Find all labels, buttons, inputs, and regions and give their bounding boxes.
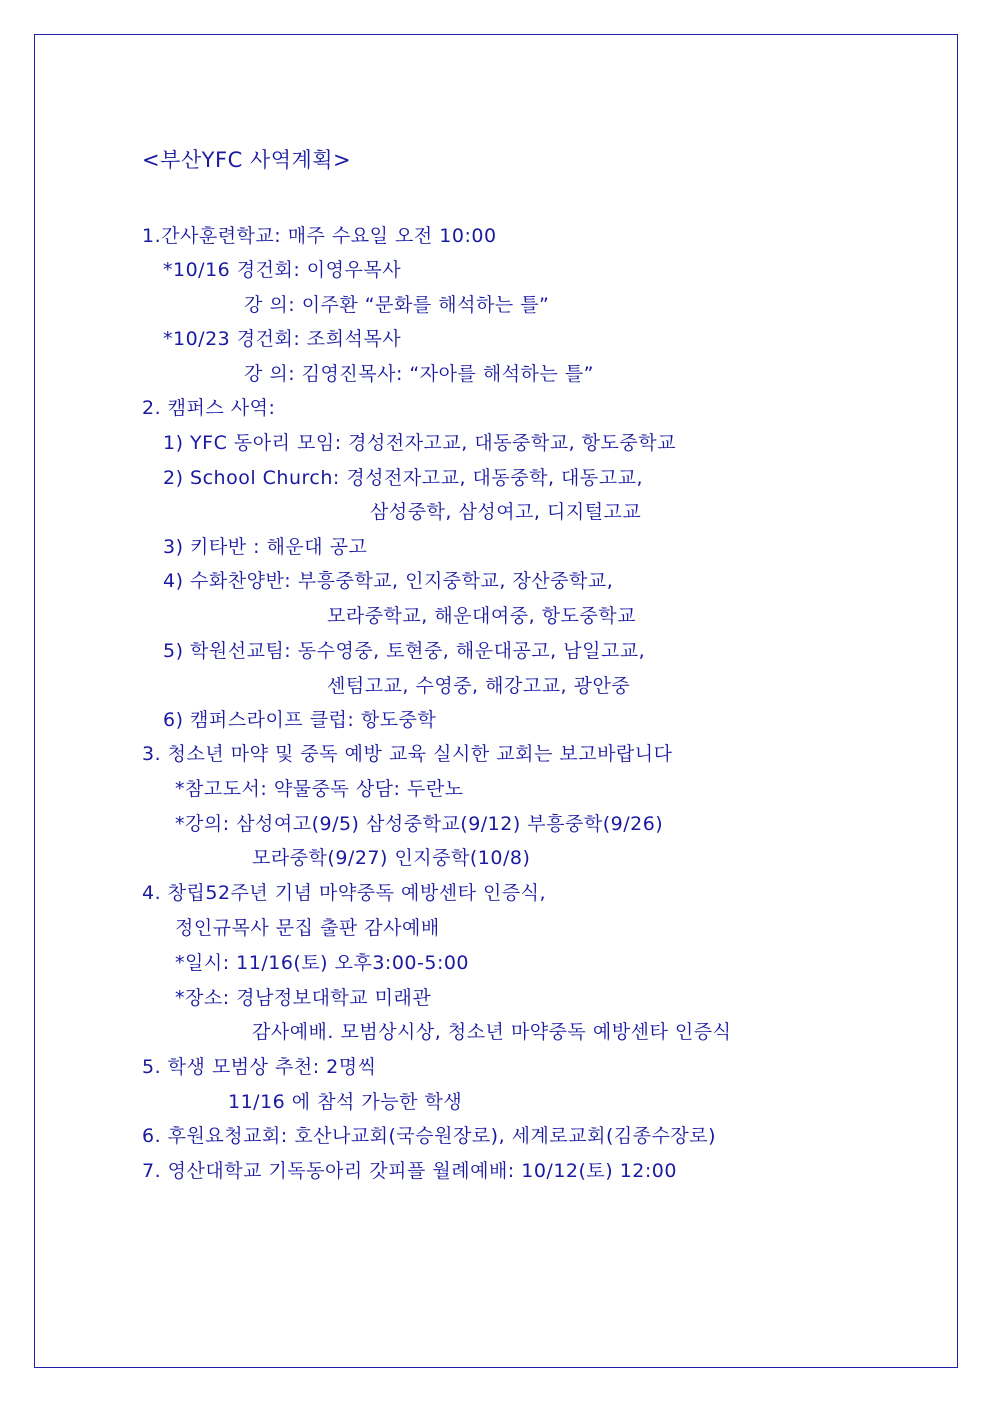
section-1-heading: 1.간사훈련학교: 매주 수요일 오전 10:00 <box>142 225 497 247</box>
section-6-heading: 6. 후원요청교회: 호산나교회(국승원장로), 세계로교회(김종수장로) <box>142 1125 717 1147</box>
section-4-heading-cont: 정인규목사 문집 출판 감사예배 <box>175 917 440 939</box>
section-2-item-4: 4) 수화찬양반: 부흥중학교, 인지중학교, 장산중학교, <box>163 570 614 592</box>
section-5-note: 11/16 에 참석 가능한 학생 <box>228 1091 463 1113</box>
section-3-lectures: *강의: 삼성여고(9/5) 삼성중학교(9/12) 부흥중학(9/26) <box>175 813 664 835</box>
section-7-heading: 7. 영산대학교 기독동아리 갓피플 월례예배: 10/12(토) 12:00 <box>142 1160 677 1182</box>
section-4-heading: 4. 창립52주년 기념 마약중독 예방센타 인증식, <box>142 882 547 904</box>
section-2-item-2: 2) School Church: 경성전자고교, 대동중학, 대동고교, <box>163 467 643 489</box>
section-2-item-6: 6) 캠퍼스라이프 클럽: 항도중학 <box>163 709 437 731</box>
section-5-heading: 5. 학생 모범상 추천: 2명씩 <box>142 1056 377 1078</box>
section-1-lecture-1023: 강 의: 김영진목사: “자아를 해석하는 틀” <box>244 363 594 385</box>
section-2-item-5: 5) 학원선교팀: 동수영중, 토현중, 해운대공고, 남일고교, <box>163 640 646 662</box>
section-3-heading: 3. 청소년 마약 및 중독 예방 교육 실시한 교회는 보고바랍니다 <box>142 743 673 765</box>
document-title: <부산YFC 사역계획> <box>142 148 352 172</box>
section-2-heading: 2. 캠퍼스 사역: <box>142 397 276 419</box>
section-4-datetime: *일시: 11/16(토) 오후3:00-5:00 <box>175 952 470 974</box>
section-2-item-2-cont: 삼성중학, 삼성여고, 디지털고교 <box>370 501 642 523</box>
section-2-item-5-cont: 센텀고교, 수영중, 해강고교, 광안중 <box>327 675 631 697</box>
section-4-place: *장소: 경남정보대학교 미래관 <box>175 987 432 1009</box>
section-1-item-1023: *10/23 경건회: 조희석목사 <box>163 328 402 350</box>
section-1-item-1016: *10/16 경건회: 이영우목사 <box>163 259 402 281</box>
section-2-item-1: 1) YFC 동아리 모임: 경성전자고교, 대동중학교, 항도중학교 <box>163 432 676 454</box>
section-3-reference: *참고도서: 약물중독 상담: 두란노 <box>175 778 464 800</box>
section-3-lectures-cont: 모라중학(9/27) 인지중학(10/8) <box>252 847 531 869</box>
section-2-item-3: 3) 키타반 : 해운대 공고 <box>163 536 368 558</box>
section-2-item-4-cont: 모라중학교, 해운대여중, 항도중학교 <box>327 605 636 627</box>
section-4-program: 감사예배. 모범상시상, 청소년 마약중독 예방센타 인증식 <box>252 1021 732 1043</box>
section-1-lecture-1016: 강 의: 이주환 “문화를 해석하는 틀” <box>244 294 550 316</box>
